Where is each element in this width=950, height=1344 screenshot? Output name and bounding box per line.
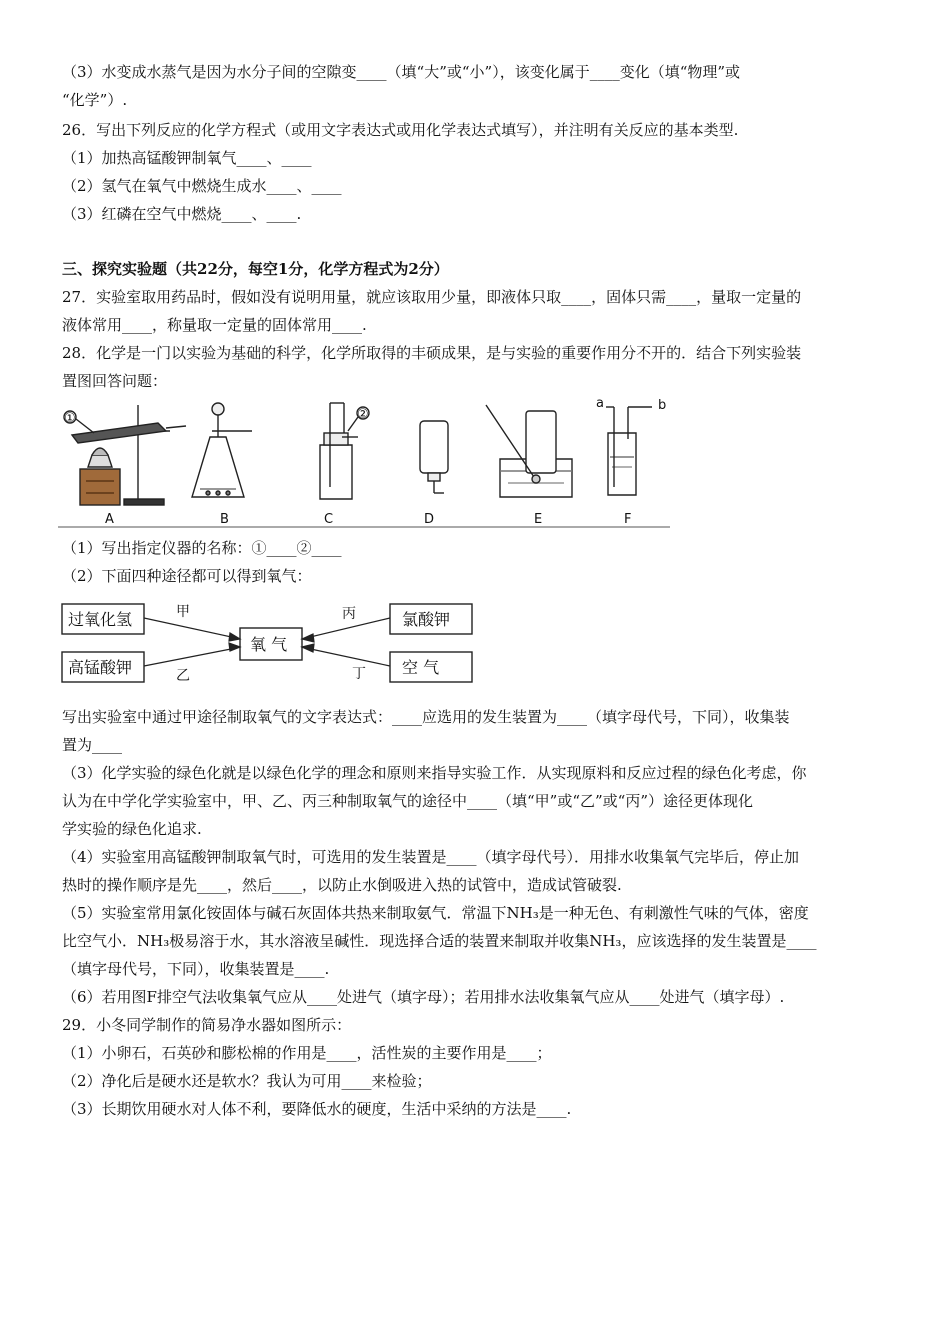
route-yi-label: 乙: [176, 668, 190, 684]
marker-2-label: ②: [357, 407, 369, 422]
q28-part4-line2: 热时的操作顺序是先____，然后____，以防止水倒吸进入热的试管中，造成试管破裂.: [62, 876, 622, 894]
q28-route-line1: 写出实验室中通过甲途径制取氧气的文字表达式：____应选用的发生装置为____（填字母代号，下同），收集装: [62, 708, 790, 726]
q26-part2: （2）氢气在氧气中燃烧生成水____、____: [62, 177, 342, 195]
apparatus-a: [64, 405, 186, 505]
marker-1-label: ①: [64, 411, 76, 426]
box-oxygen: 氧 气: [250, 635, 288, 654]
section-3-heading: 三、探究实验题（共22分，每空1分，化学方程式为2分）: [62, 260, 449, 278]
apparatus-d: [420, 421, 448, 493]
q29-part3: （3）长期饮用硬水对人体不利，要降低水的硬度，生活中采纳的方法是____.: [62, 1100, 572, 1118]
apparatus-e: [486, 405, 572, 497]
q28-part5-line3: （填字母代号，下同），收集装置是____.: [62, 960, 330, 978]
q28-route-line2: 置为____: [62, 736, 123, 754]
oxygen-routes-diagram: [58, 596, 478, 692]
q27-line2: 液体常用____，称量取一定量的固体常用____.: [62, 316, 367, 334]
q28-part5-line2: 比空气小．NH₃极易溶于水，其水溶液呈碱性．现选择合适的装置来制取并收集NH₃，应该选择的发生装置是____: [62, 932, 817, 950]
q28-stem-line2: 置图回答问题：: [62, 372, 168, 390]
q29-part1: （1）小卵石，石英砂和膨松棉的作用是____，活性炭的主要作用是____；: [62, 1044, 552, 1062]
q25-part3-line2: “化学”）.: [62, 91, 128, 109]
box-potassium-chlorate: 氯酸钾: [402, 610, 451, 629]
box-air: 空 气: [402, 658, 440, 677]
box-potassium-permanganate: 高锰酸钾: [68, 658, 133, 677]
q28-part3-line3: 学实验的绿色化追求.: [62, 820, 202, 838]
q26-stem: 26．写出下列反应的化学方程式（或用文字表达式或用化学表达式填写），并注明有关反应的基本类型.: [62, 121, 739, 139]
apparatus-f: [606, 407, 652, 495]
q28-part3-line2: 认为在中学化学实验室中，甲、乙、丙三种制取氧气的途径中____（填“甲”或“乙”或“丙”）途径更体现化: [62, 792, 754, 810]
q25-part3-line1: （3）水变成水蒸气是因为水分子间的空隙变____（填“大”或“小”），该变化属于____变化（填“物理”或: [62, 63, 741, 81]
label-c: C: [324, 512, 334, 527]
label-a: A: [105, 512, 114, 527]
q28-stem-line1: 28．化学是一门以实验为基础的科学，化学所取得的丰硕成果，是与实验的重要作用分不开的．结合下列实验装: [62, 344, 802, 362]
route-jia-label: 甲: [176, 604, 190, 620]
port-a-label: a: [596, 397, 604, 411]
box-hydrogen-peroxide: 过氧化氢: [68, 610, 133, 629]
q26-part1: （1）加热高锰酸钾制氧气____、____: [62, 149, 312, 167]
route-ding-label: 丁: [352, 666, 366, 682]
q27-line1: 27．实验室取用药品时，假如没有说明用量，就应该取用少量，即液体只取____，固体只需____，量取一定量的: [62, 288, 802, 306]
q28-part3-line1: （3）化学实验的绿色化就是以绿色化学的理念和原则来指导实验工作．从实现原料和反应过程的绿色化考虑，你: [62, 764, 807, 782]
label-b: B: [220, 512, 229, 527]
q28-part2: （2）下面四种途径都可以得到氧气：: [62, 567, 312, 585]
q29-stem: 29．小冬同学制作的简易净水器如图所示：: [62, 1016, 352, 1034]
port-b-label: b: [658, 398, 667, 413]
q28-part6: （6）若用图F排空气法收集氧气应从____处进气（填字母）；若用排水法收集氧气应从____处进气（填字母）.: [62, 988, 785, 1006]
label-d: D: [424, 512, 435, 527]
apparatus-b: [192, 403, 252, 497]
route-bing-label: 丙: [342, 606, 356, 622]
q26-part3: （3）红磷在空气中燃烧____、____.: [62, 205, 302, 223]
apparatus-figure: [58, 397, 670, 529]
q28-part4-line1: （4）实验室用高锰酸钾制取氧气时，可选用的发生装置是____（填字母代号）．用排水收集氧气完毕后，停止加: [62, 848, 800, 866]
q28-part1: （1）写出指定仪器的名称：①____②____: [62, 539, 342, 557]
q29-part2: （2）净化后是硬水还是软水？我认为可用____来检验；: [62, 1072, 432, 1090]
label-e: E: [534, 512, 543, 527]
label-f: F: [624, 512, 632, 527]
q28-part5-line1: （5）实验室常用氯化铵固体与碱石灰固体共热来制取氨气．常温下NH₃是一种无色、有刺激性气味的气体，密度: [62, 904, 809, 922]
